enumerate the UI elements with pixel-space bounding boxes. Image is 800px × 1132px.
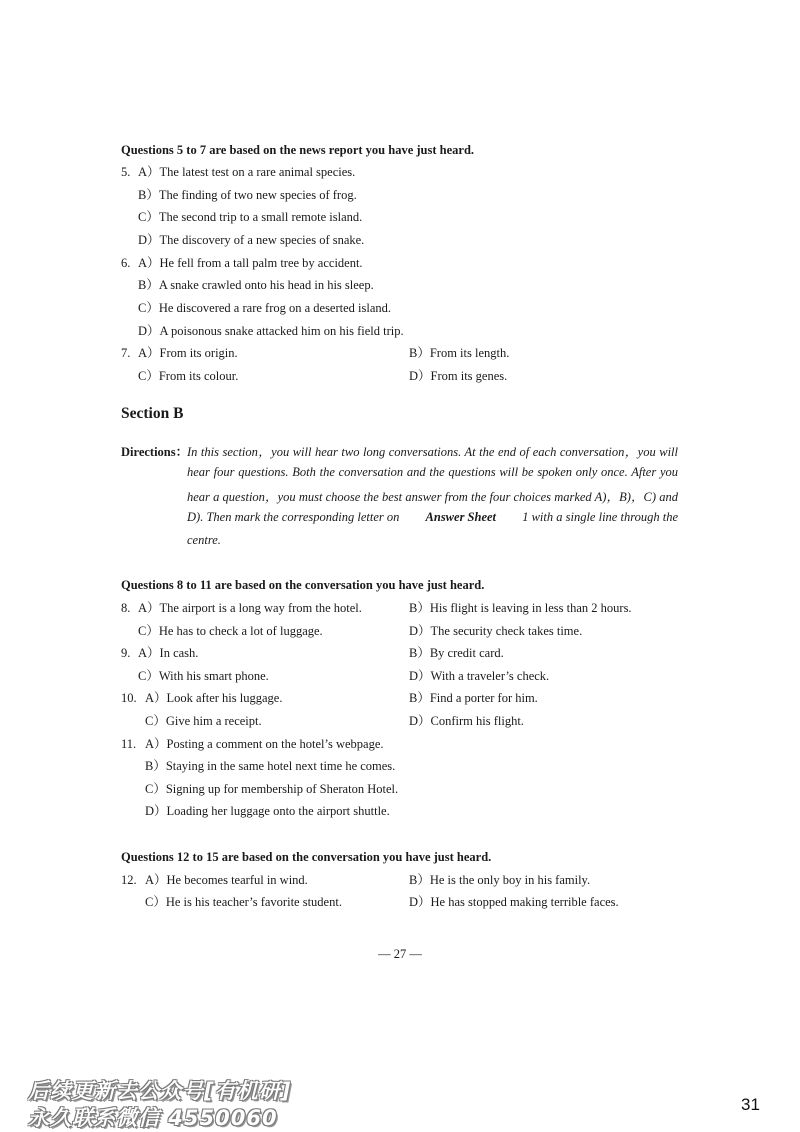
q10-option-d: D）Confirm his flight. [409,714,524,728]
q8-option-d: D）The security check takes time. [409,624,583,638]
directions-line-4 [187,510,678,525]
question-number-10: 10. [121,691,137,705]
q7-option-d: D）From its genes. [409,369,508,383]
q12-option-b: B）He is the only boy in his family. [409,873,591,887]
q6-option-c: C）He discovered a rare frog on a deserted island. [138,301,392,315]
q7-option-b: B）From its length. [409,346,510,360]
directions-line-4-end: 1 with a single line through the [522,510,678,524]
q7-option-a: A）From its origin. [138,346,238,360]
question-group-heading-5-7: Questions 5 to 7 are based on the news report you have just heard. [121,143,475,157]
corner-page-number: 31 [741,1095,760,1114]
directions-label: Directions： [121,445,189,459]
question-group-heading-12-15: Questions 12 to 15 are based on the conversation you have just heard. [121,850,492,864]
q5-option-a: A）The latest test on a rare animal species. [138,165,356,179]
q6-option-a: A）He fell from a tall palm tree by accident. [138,256,363,270]
q8-option-c: C）He has to check a lot of luggage. [138,624,323,638]
q11-option-c: C）Signing up for membership of Sheraton Hotel. [145,782,399,796]
q5-option-c: C）The second trip to a small remote island. [138,210,363,224]
q11-option-a: A）Posting a comment on the hotel’s webpage. [145,737,384,751]
question-number-12: 12. [121,873,137,887]
section-title: Section B [121,405,184,422]
q10-option-b: B）Find a porter for him. [409,691,538,705]
q11-option-d: D）Loading her luggage onto the airport shuttle. [145,804,390,818]
q5-option-b: B）The finding of two new species of frog. [138,188,357,202]
q9-option-d: D）With a traveler’s check. [409,669,550,683]
q12-option-a: A）He becomes tearful in wind. [145,873,308,887]
directions-line-2: hear four questions. Both the conversation and the questions will be spoken only once. After you [187,465,678,479]
q9-option-a: A）In cash. [138,646,199,660]
answer-sheet-label: Answer Sheet [425,510,497,524]
directions-line-3: hear a question，you must choose the best answer from the four choices marked A)，B)，C) and [187,490,678,504]
q5-option-d: D）The discovery of a new species of snake. [138,233,365,247]
question-number-8: 8. [121,601,131,615]
watermark-line-2: 永久联系微信 4550060 [28,1106,278,1130]
q10-option-a: A）Look after his luggage. [145,691,283,705]
question-group-heading-8-11: Questions 8 to 11 are based on the conversation you have just heard. [121,578,485,592]
q12-option-d: D）He has stopped making terrible faces. [409,895,619,909]
watermark-line-1: 后续更新去公众号[有机研] [28,1079,292,1103]
q9-option-c: C）With his smart phone. [138,669,269,683]
q9-option-b: B）By credit card. [409,646,504,660]
directions-line-4-start: D). Then mark the corresponding letter on [187,510,400,524]
page-number: — 27 — [378,947,422,961]
question-number-11: 11. [121,737,137,751]
question-number-7: 7. [121,346,131,360]
q8-option-a: A）The airport is a long way from the hotel. [138,601,362,615]
q6-option-b: B）A snake crawled onto his head in his sleep. [138,278,374,292]
question-number-9: 9. [121,646,131,660]
directions-line-1: In this section，you will hear two long conversations. At the end of each conversation，you will [187,445,678,459]
q11-option-b: B）Staying in the same hotel next time he comes. [145,759,396,773]
directions-line-5: centre. [187,533,221,547]
q10-option-c: C）Give him a receipt. [145,714,262,728]
question-number-6: 6. [121,256,131,270]
q12-option-c: C）He is his teacher’s favorite student. [145,895,342,909]
question-number-5: 5. [121,165,131,179]
q6-option-d: D）A poisonous snake attacked him on his field trip. [138,324,404,338]
q7-option-c: C）From its colour. [138,369,239,383]
q8-option-b: B）His flight is leaving in less than 2 hours. [409,601,632,615]
